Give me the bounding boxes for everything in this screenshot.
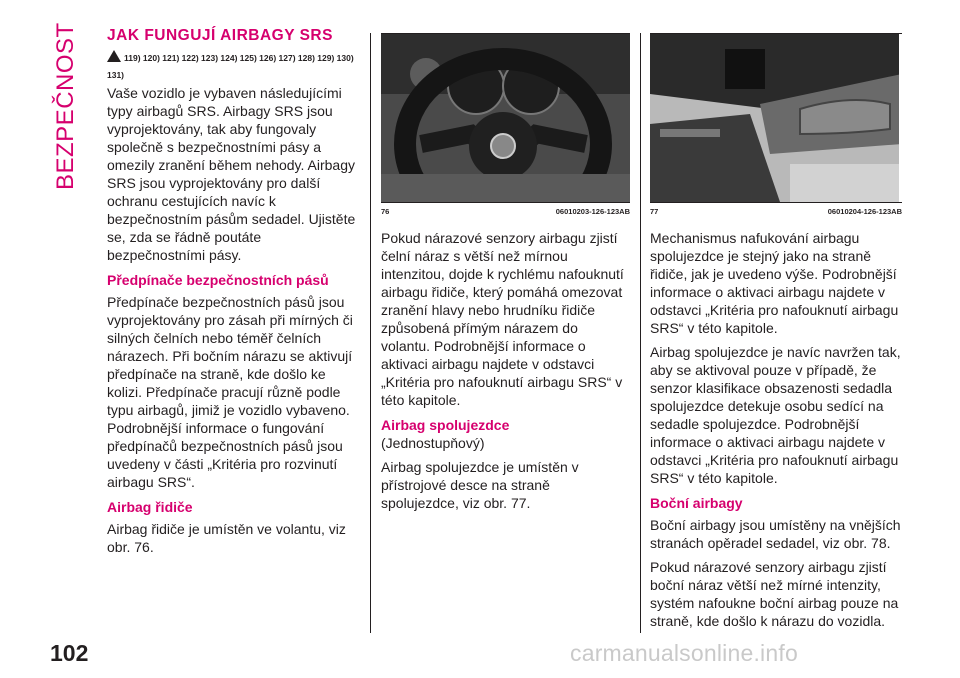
watermark: carmanualsonline.info (570, 640, 798, 666)
subheading-pretensioners: Předpínače bezpečnostních pásů (107, 272, 329, 288)
figure-number: 77 (650, 207, 659, 216)
steering-wheel-figure (381, 34, 630, 202)
section-heading: JAK FUNGUJÍ AIRBAGY SRS (107, 27, 333, 44)
figure-caption (381, 207, 630, 216)
figure-bottom-rule (381, 202, 630, 203)
passenger-airbag-subtitle: (Jednostupňový) (381, 435, 485, 451)
intro-paragraph: Vaše vozidlo je vybaven následujícími typy airbagů SRS. Airbagy SRS jsou vyprojektovány, tak aby fungovaly společně s bezpečnostními pásy a omezily zranění během nehody. Airbagy SRS jsou vyprojektovány pro další ochranu cestujících navíc k bezpečnostním pásům sedadel. Ujistěte se, zda se řádně poutáte bezpečnostními pásy. (107, 85, 356, 263)
side-airbags-location-paragraph: Boční airbagy jsou umístěny na vnějších stranách opěradel sedadel, viz obr. 78. (650, 517, 901, 551)
warning-triangle-icon (107, 50, 121, 62)
section-side-title: BEZPEČNOST (52, 22, 79, 190)
pretensioners-paragraph: Předpínače bezpečnostních pásů jsou vyprojektovány pro zásah při mírných či silných čelních nebo téměř čelních nárazech. Při bočním nárazu se aktivují předpínače na straně, kde došlo ke kolizi. Předpínače pracují různě podle typu airbagů, jimiž je vozidlo vybaveno. Podrobnější informace o fungování předpínačů bezpečnostních pásů jsou uvedeny v části „Kritéria pro rozvinutí airbagu SRS“. (107, 294, 353, 490)
figure-bottom-rule (650, 202, 902, 203)
subheading-passenger-airbag: Airbag spolujezdce (381, 417, 510, 433)
page-number: 102 (50, 640, 89, 666)
passenger-mechanism-paragraph: Mechanismus nafukování airbagu spolujezdce je stejný jako na straně řidiče, jak je uvedeno výše. Podrobnější informace o aktivaci airbagu najdete v odstavci „Kritéria pro nafouknutí airbagu SRS“ v této kapitole. (650, 230, 899, 336)
figure-caption (650, 207, 902, 216)
passenger-airbag-paragraph: Airbag spolujezdce je umístěn v přístrojové desce na straně spolujezdce, viz obr. 77. (381, 459, 579, 511)
column-divider (640, 33, 641, 633)
driver-airbag-paragraph: Airbag řidiče je umístěn ve volantu, viz obr. 76. (107, 521, 346, 555)
steering-wheel-illustration (381, 34, 630, 202)
warning-references: 119) 120) 121) 122) 123) 124) 125) 126) 127) 128) 129) 130) 131) (107, 50, 357, 84)
passenger-dashboard-illustration (650, 34, 899, 202)
column-3 (650, 33, 902, 636)
column-divider (370, 33, 371, 633)
column-1 (107, 28, 357, 562)
passenger-occupancy-paragraph: Airbag spolujezdce je navíc navržen tak, aby se aktivoval pouze v případě, že senzor klasifikace obsazenosti sedadla spolujezdce detekuje osobu sedící na sedadle spolujezdce. Podrobnější informace o aktivaci airbagu najdete v odstavci „Kritéria pro nafouknutí airbagu SRS“ v této kapitole. (650, 344, 901, 486)
figure-number: 76 (381, 207, 390, 216)
side-airbags-deployment-paragraph: Pokud nárazové senzory airbagu zjistí boční náraz větší než mírné intenzity, systém nafoukne boční airbag pouze na straně, kde došlo k nárazu do vozidla. (650, 559, 899, 629)
subheading-driver-airbag: Airbag řidiče (107, 499, 193, 515)
figure-code: 06010203-126-123AB (555, 207, 630, 216)
driver-airbag-deployment-paragraph: Pokud nárazové senzory airbagu zjistí čelní náraz s větší než mírnou intenzitou, dojde k rychlému nafouknutí airbagu řidiče, který pomáhá omezovat zranění hlavy nebo hrudníku řidiče způsobená přímým nárazem do volantu. Podrobnější informace o aktivaci airbagu najdete v odstavci „Kritéria pro nafouknutí airbagu SRS“ v této kapitole. (381, 230, 624, 408)
figure-code: 06010204-126-123AB (827, 207, 902, 216)
column-2 (381, 33, 630, 518)
subheading-side-airbags: Boční airbagy (650, 495, 743, 511)
passenger-dashboard-figure (650, 34, 899, 202)
